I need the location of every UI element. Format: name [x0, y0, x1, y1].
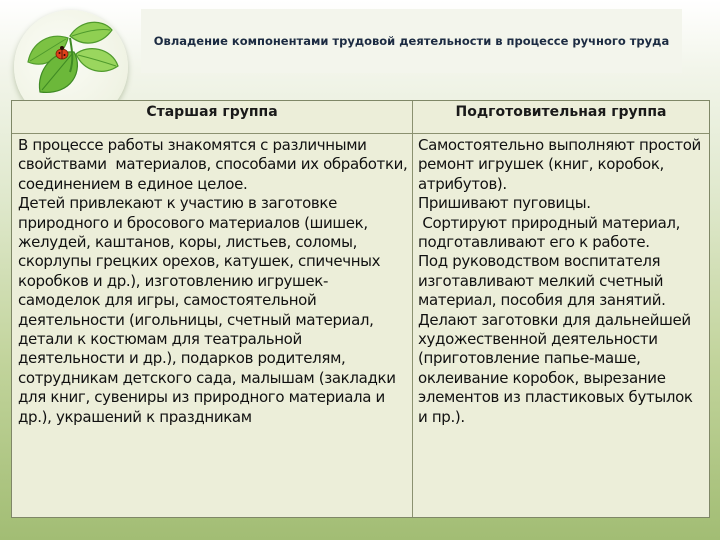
page-title: Овладение компонентами трудовой деятельности в процессе ручного труда — [153, 34, 670, 48]
preparatory-paragraph-1: Самостоятельно выполняют простой ремонт игрушек (книг, коробок, атрибутов). — [418, 136, 706, 193]
header-preparatory-group: Подготовительная группа — [455, 104, 667, 120]
preparatory-paragraph-3: Сортируют природный материал, подготавливают его к работе. — [418, 213, 685, 252]
preparatory-paragraph-5: Делают заготовки для дальнейшей художественной деятельности (приготовление папье-маше, оклеивание коробок, вырезание элементов из пластиковых бутылок и пр.). — [418, 310, 698, 426]
table-header-row — [12, 101, 709, 134]
preparatory-group-cell — [413, 134, 709, 517]
senior-paragraph-2: Детей привлекают к участию в заготовке природного и бросового материалов (шишек, желудей, каштанов, коры, листьев, соломы, скорлупы грецких орехов, катушек, спичечных коробков и др.), изготовлению игрушек-самоделок для игры, самостоятельной деятельности (игольницы, счетный материал, детали к костюмам для театральной деятельности и др.), подарков родителям, сотрудникам детского сада, малышам (закладки для книг, сувениры из природного материала и др.), украшений к праздникам — [18, 194, 401, 426]
table-row — [12, 134, 709, 517]
preparatory-paragraph-2: Пришивают пуговицы. — [418, 194, 591, 213]
senior-paragraph-1: В процессе работы знакомятся с различными свойствами материалов, способами их обработки, соединением в единое целое. — [18, 136, 412, 193]
preparatory-paragraph-4: Под руководством воспитателя изготавливают мелкий счетный материал, пособия для занятий. — [418, 252, 668, 310]
senior-group-cell — [12, 134, 413, 517]
title-box — [141, 9, 682, 73]
comparison-table — [11, 100, 710, 518]
header-senior-group: Старшая группа — [12, 101, 413, 133]
